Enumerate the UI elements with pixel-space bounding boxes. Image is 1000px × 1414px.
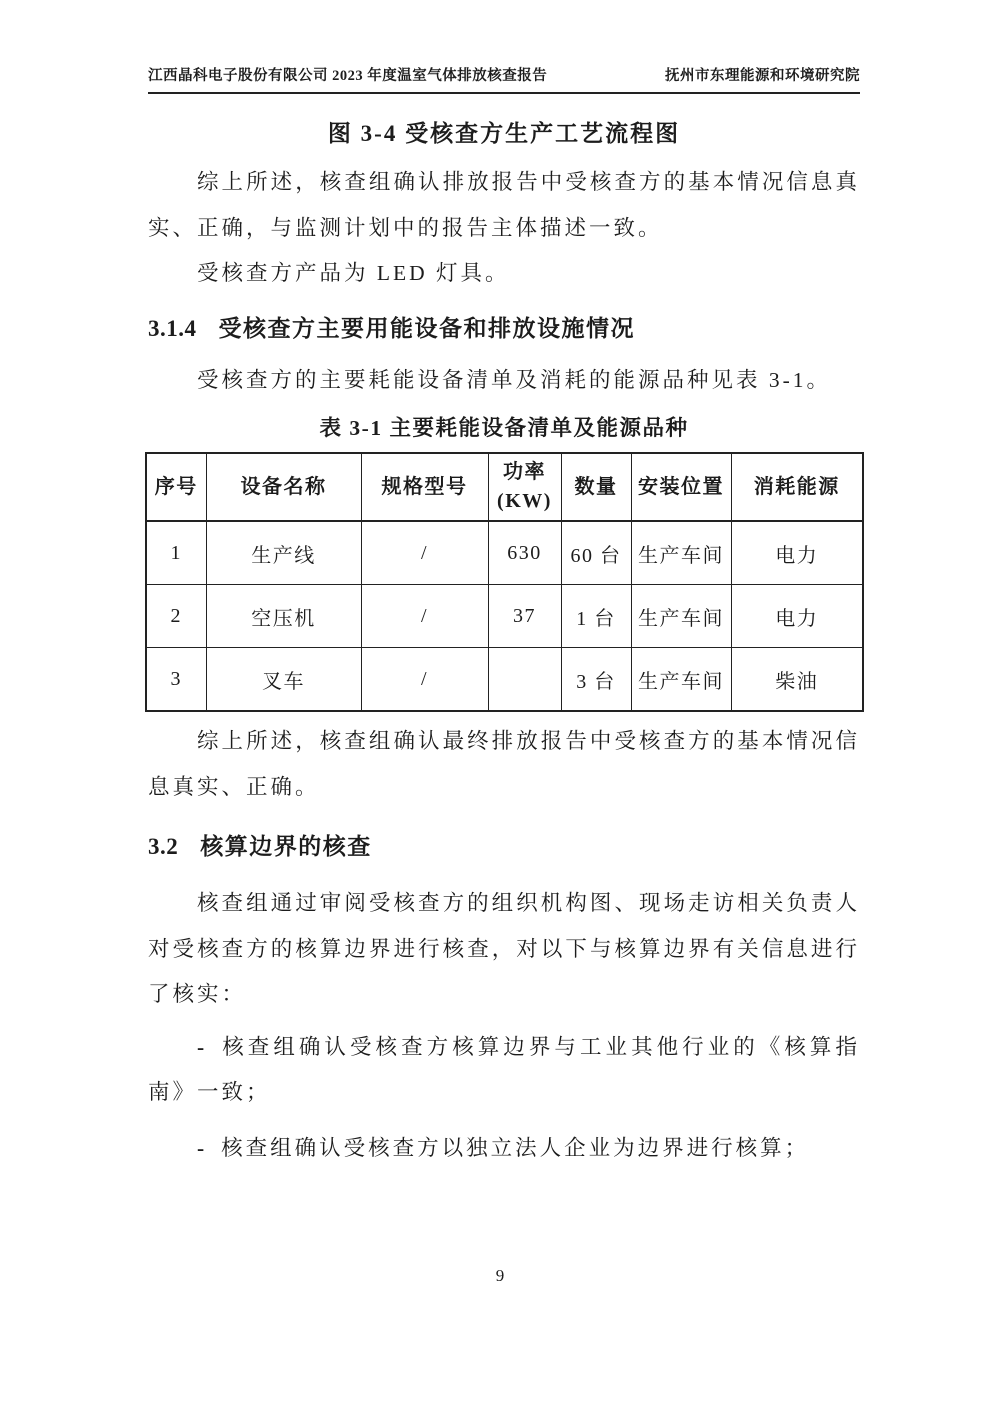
running-header [148,64,860,94]
paragraph-after-table: 综上所述，核查组确认最终排放报告中受核查方的基本情况信息真实、正确。 [148,729,860,799]
table-cell: 生产车间 [631,521,731,585]
table-cell: / [361,585,488,648]
bullet-dash: - [197,1135,205,1160]
paragraph-table-intro: 受核查方的主要耗能设备清单及消耗的能源品种见表 3-1。 [197,367,832,392]
table-cell: 630 [488,521,561,585]
column-header-index: 序号 [146,453,206,521]
table-cell: / [361,521,488,585]
table-cell: 60 台 [561,521,631,585]
table-cell: 生产车间 [631,648,731,712]
header-left-title: 江西晶科电子股份有限公司 2023 年度温室气体排放核查报告 [148,68,548,84]
table-cell: 柴油 [731,648,863,712]
table-cell: 1 [146,521,206,585]
table-row [146,585,863,648]
column-header-quantity: 数量 [561,453,631,521]
power-unit: (KW) [497,490,552,512]
table-cell: 叉车 [206,648,361,712]
header-right-org: 抚州市东理能源和环境研究院 [665,68,860,84]
table-header-row [146,453,863,521]
paragraph-boundary: 核查组通过审阅受核查方的组织机构图、现场走访相关负责人对受核查方的核算边界进行核查，对以下与核算边界有关信息进行了核实： [148,891,860,1006]
table-row [146,648,863,712]
column-header-energy: 消耗能源 [731,453,863,521]
table-cell: 电力 [731,585,863,648]
section-title: 受核查方主要用能设备和排放设施情况 [218,315,635,341]
table-cell: / [361,648,488,712]
table-cell: 3 台 [561,648,631,712]
table-cell: 生产线 [206,521,361,585]
section-title: 核算边界的核查 [200,834,372,859]
table-cell: 2 [146,585,206,648]
section-heading-3-2 [148,830,860,864]
page-number: 9 [495,1266,505,1285]
column-header-device: 设备名称 [206,453,361,521]
table-cell: 3 [146,648,206,712]
bullet-text: 核查组确认受核查方以独立法人企业为边界进行核算； [221,1135,810,1160]
equipment-table [145,452,864,712]
table-cell: 电力 [731,521,863,585]
figure-caption: 图 3-4 受核查方生产工艺流程图 [327,121,681,146]
section-number: 3.1.4 [148,315,197,341]
column-header-model: 规格型号 [361,453,488,521]
bullet-item [148,1025,860,1116]
table-cell [488,648,561,712]
paragraph-summary: 综上所述，核查组确认排放报告中受核查方的基本情况信息真实、正确，与监测计划中的报告主体描述一致。 [148,170,860,240]
column-header-power [488,453,561,521]
section-heading-3-1-4 [148,312,860,346]
table-cell: 生产车间 [631,585,731,648]
section-number: 3.2 [148,834,179,859]
table-cell: 空压机 [206,585,361,648]
table-cell: 1 台 [561,585,631,648]
bullet-item [148,1126,860,1172]
paragraph-product: 受核查方产品为 LED 灯具。 [197,261,510,285]
bullet-dash: - [197,1034,205,1059]
column-header-location: 安装位置 [631,453,731,521]
table-caption: 表 3-1 主要耗能设备清单及能源品种 [319,416,689,440]
bullet-text: 核查组确认受核查方核算边界与工业其他行业的《核算指南》一致； [148,1034,860,1104]
table-cell: 37 [488,585,561,648]
power-label: 功率 [503,461,546,483]
table-row [146,521,863,585]
